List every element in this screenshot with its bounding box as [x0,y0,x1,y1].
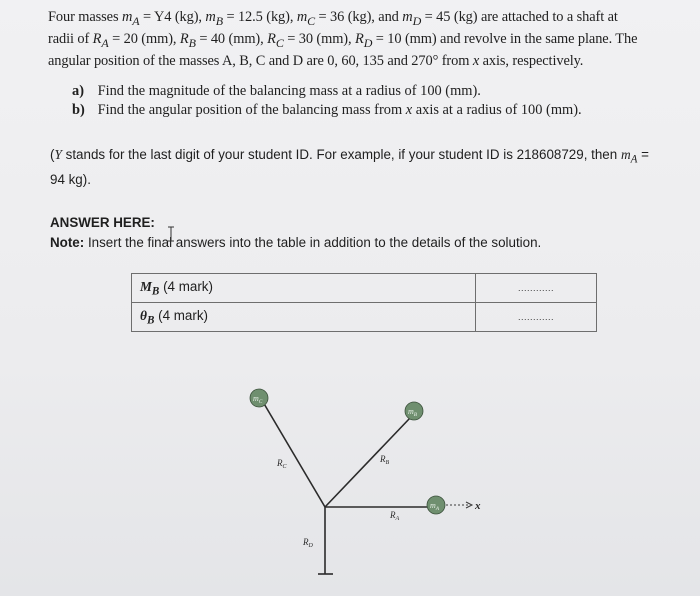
label-rb: $R_B$ [380,454,390,466]
label-x-axis: x [475,500,481,512]
mass-c [250,389,268,407]
svg-text:mA: $m_A$ [430,501,440,512]
answer-label-mb: $M_B$ (4 mark) [132,274,476,303]
label-rd: $R_D$ [303,537,313,549]
label-ra: $R_A$ [390,510,400,522]
answer-field-mb[interactable]: ............ [476,274,597,303]
label-rc: $R_C$ [277,458,287,470]
part-b: b) Find the angular position of the balancing mass from x axis at a radius of 100 (mm). [72,102,582,118]
answer-label-theta: $\theta_B$ (4 mark) [132,303,476,332]
problem-statement: Four masses $m_A = Y4$ (kg), $m_B = 12.5$ (kg), $m_C = 36$ (kg), and $m_D = 45$ (kg) are attached to a shaft at radii of $R_A = 20$ (mm), $R_B = 40$ (mm), $R_C = 30$ (mm), $R_D = 10$ (mm) and revolve in the same plane. The angular position of the masses A, B, C and D are 0, 60, 135 and 270° from x axis, respectively. [48,9,638,69]
arm-c [263,402,325,507]
svg-text:mB: $m_B$ [408,407,418,418]
mass-a [427,496,445,514]
answer-heading: ANSWER HERE: [50,215,155,230]
answer-note: Note: Insert the final answers into the table in addition to the details of the solution. [50,235,542,250]
svg-text:mC: $m_C$ [253,394,263,405]
mass-b [405,402,423,420]
arm-b [325,418,410,507]
student-id-note: (Y stands for the last digit of your student ID. For example, if your student ID is 218608729, then $m_A$ = 94 kg). [50,147,649,187]
part-a: a) Find the magnitude of the balancing mass at a radius of 100 (mm). [72,83,481,99]
answer-field-theta[interactable]: ............ [476,303,597,332]
